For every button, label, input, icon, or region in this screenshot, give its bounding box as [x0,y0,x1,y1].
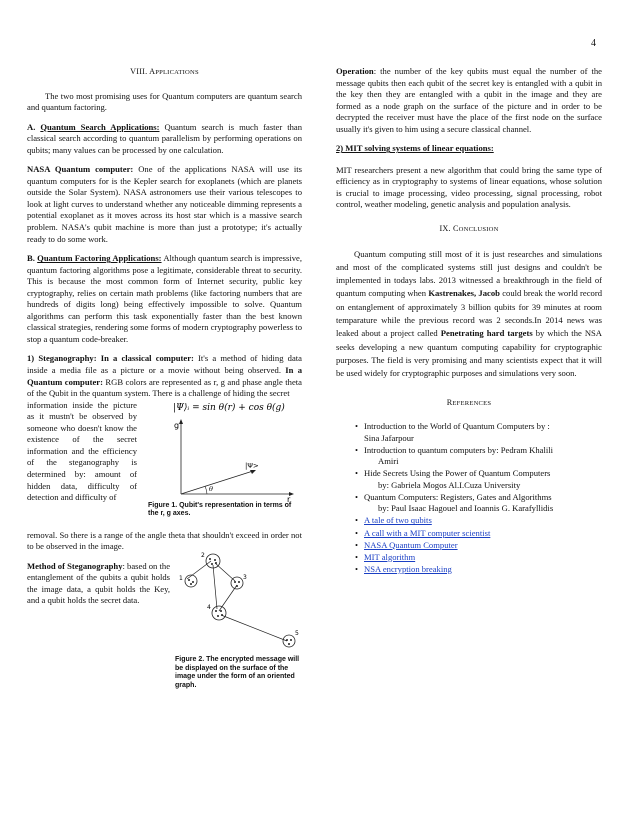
page-number: 4 [591,38,596,49]
graph-edge [187,561,211,579]
steganography-wrap-text: information inside the picture as it mustn't be observed by someone who doesn't know the existence of the secret information and the efficiency of the steganography is determined by: amount of hidden data, difficulty of detection and difficulty of [27,399,137,503]
reference-link-item [356,552,602,564]
graph-node-dots [188,558,292,645]
quantum-search-paragraph: A. Quantum Search Applications: Quantum search is much faster than classical search according to quantum parallelism by performing operations on qubits; many values can be processed by one calculation. [27,121,302,155]
mit-title: 2) MIT solving systems of linear equations: [336,143,494,154]
left-column [27,66,302,696]
link-mit-algorithm[interactable]: MIT algorithm [364,551,416,562]
references-heading: REFERENCES [446,397,492,407]
reference-item: • Introduction to quantum computers by: Pedram Khalili Amiri [356,445,602,468]
link-nasa-quantum-computer[interactable]: NASA Quantum Computer [364,539,458,550]
quantum-factoring-paragraph: B. Quantum Factoring Applications: Although quantum search is impressive, quantum factoring algorithms pose a legitimate, considerable threat to security. This is because the most common form of Internet security, public key cryptography, relies on certain math problems (like factoring numbers that are hundreds of digits long) being effectively impossible to solve. Quantum algorithms can perform this task exponentially faster than the best known classical strategies, rendering some forms of modern cryptography powerless to stop a quantum code-breaker. [27,253,302,344]
node-label: 1 [179,574,183,582]
node-label: 4 [207,603,211,611]
node-label: 3 [243,573,247,581]
steganography-paragraph: 1) Steganography: In a classical computer: It's a method of hiding data inside a media file as a picture or a movie without being observed. In a Quantum computer: RGB colors are represented as r, g and phase angle theta of the Qubit in the quantum system. There is a challenge of hiding the secret [27,353,302,399]
figure-1-block [27,400,302,530]
right-column [336,66,602,576]
steganography-end: removal. So there is a range of the angle theta that shouldn't exceed in order not to be observed in the image. [27,529,302,552]
g-axis-arrow [179,419,183,424]
node-label: 5 [295,629,299,637]
nasa-paragraph: NASA Quantum computer: One of the applications NASA will use its quantum computers for is the Kepler search for exoplanets (which are planets outside the Solar System). NASA astronomers use their various telescopes to look at light curves to understand whether any noticeable dimming represents a potential exoplanet as it moves across its host star which is a massive search problem. NASA's qubit machine is more than just a prototype; it's actually ready to do some work. [27,164,302,244]
method-paragraph: Method of Steganography: based on the entanglement of the qubits a qubit holds the image data, a qubit holds the Key, and a qubit holds the secret data. [27,560,171,606]
theta-arc [205,486,207,494]
references-list [336,421,602,575]
reference-link-item [356,528,602,540]
link-tale-of-two-qubits[interactable]: A tale of two qubits [364,515,432,526]
reference-item: • Hide Secrets Using the Power of Quantum Computers by: Gabriela Mogos Al.I.Cuza University [356,468,602,491]
graph-edge [213,565,217,609]
reference-link-item [356,540,602,552]
mit-paragraph: MIT researchers present a new algorithm that could bring the same type of efficiency as in cryptography to systems of linear equations, whose solution is crucial to image processing, video processing, signal processing, robot control, weather modeling, genetic analysis and population analysis. [336,164,602,210]
conclusion-paragraph: Quantum computing still most of it is just researches and simulations and most of the complicated systems still just designs and couldn't be implemented in todays labs. 2013 witnessed a breakthrough in the field of quantum computing when Kastrenakes, Jacob could break the world record on entanglement of approximately 3 billion qubits for 39 minutes at room temparature while the previous record was 2 seconds.In 2014 news was leaked about a project called Penetrating hard targets by which the NSA seeks developing a new quantum computing capability for cryptographic purposes. The field is very promising and many scientists expect that it will be used widely for cryptographic purposes and simulations very soon. [336,248,603,379]
operation-paragraph: Operation: the number of the key qubits must equal the number of the message qubits then each qubit of the secret key is entangled with a qubit in the key then they are entangled with a qubit in the image and they are formed as a node graph on the surface of the picture and in order to be decrypted the receiver must have the place of the first node on the surface usually it's given to him using a secure classical channel. [336,66,602,134]
applications-heading: VIII. APPLICATIONS [130,67,199,76]
reference-item: • Introduction to the World of Quantum Computers by : Sina Jafarpour [356,421,602,444]
graph-edge [219,585,237,611]
psi-vector [181,471,253,494]
node-label: 2 [201,551,205,559]
r-axis-label: r [287,494,291,502]
reference-link-item [356,564,602,576]
link-mit-computer-scientist[interactable]: A call with a MIT computer scientist [364,527,491,538]
theta-label: θ [209,484,213,493]
graph-edge [221,615,287,641]
figure-1-diagram [145,398,303,502]
reference-link-item [356,515,602,527]
figure-2-block [27,551,302,696]
applications-intro: The two most promising uses for Quantum computers are quantum search and quantum factoring. [27,90,302,113]
figure-2-caption: Figure 2. The encrypted message will be displayed on the surface of the image under the form of an oriented graph. [175,656,300,689]
reference-item: • Quantum Computers: Registers, Gates and Algorithms by: Paul Isaac Hagouel and Ioannis G. Karafyllidis [356,492,602,515]
figure-2 [175,551,303,691]
figure-2-graph [175,551,303,649]
figure-1-equation: |Ψ⟩ᵢ = sin θ(r) + cos θ(g) [173,402,285,413]
link-nsa-encryption-breaking[interactable]: NSA encryption breaking [364,563,452,574]
figure-1-caption: Figure 1. Qubit's representation in terms of the r, g axes. [148,501,292,518]
g-axis-label: g [174,420,180,430]
figure-1 [145,398,303,530]
psi-label: |Ψ> [245,461,259,470]
conclusion-heading: IX. CONCLUSION [439,224,499,234]
